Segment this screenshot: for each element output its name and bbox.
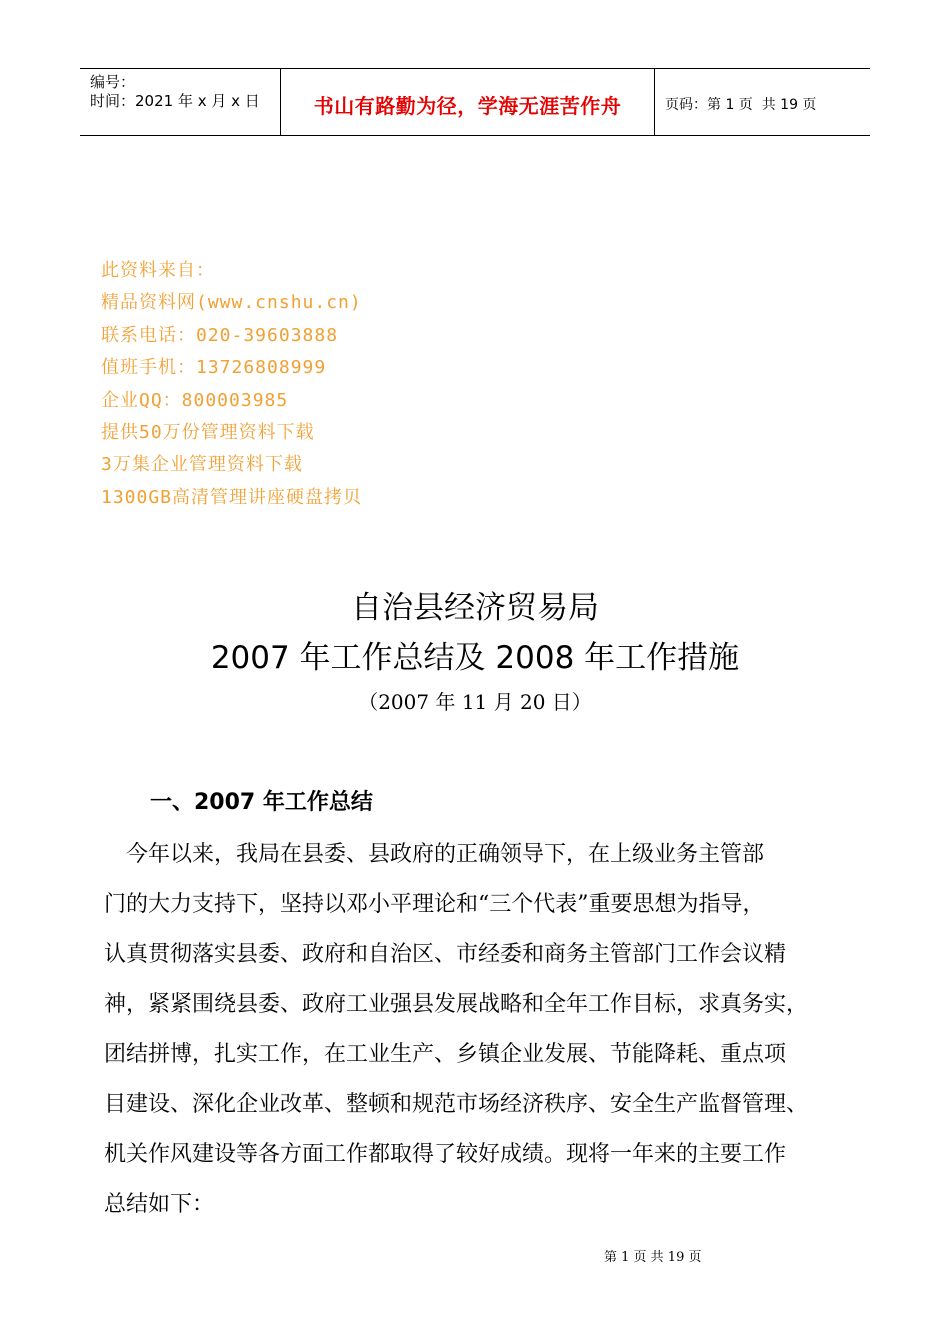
body-line: 门的大力支持下，坚持以邓小平理论和“三个代表”重要思想为指导， — [104, 892, 765, 917]
header-meta — [80, 69, 281, 135]
body-line: 机关作风建设等各方面工作都取得了较好成绩。现将一年来的主要工作 — [104, 1142, 787, 1167]
page-header — [80, 68, 870, 136]
body-line: 认真贯彻落实县委、政府和自治区、市经委和商务主管部门工作会议精 — [104, 942, 787, 967]
doc-date: （2007 年 11 月 20 日） — [358, 690, 592, 714]
ad-line: 值班手机：13726808999 — [101, 357, 327, 379]
page-info-text: 页码：第 1 页 共 19 页 — [665, 97, 817, 113]
doc-title-line1: 自治县经济贸易局 — [351, 590, 599, 626]
body-line: 总结如下： — [104, 1192, 215, 1217]
body-line: 神，紧紧围绕县委、政府工业强县发展战略和全年工作目标，求真务实， — [104, 992, 809, 1017]
ad-line: 精品资料网(www.cnshu.cn) — [101, 292, 362, 314]
body-line: 团结拼博，扎实工作，在工业生产、乡镇企业发展、节能降耗、重点项 — [104, 1042, 787, 1067]
body-line: 目建设、深化企业改革、整顿和规范市场经济秩序、安全生产监督管理、 — [104, 1092, 809, 1117]
ad-line: 3万集企业管理资料下载 — [101, 454, 303, 476]
section-heading: 一、2007 年工作总结 — [150, 790, 373, 815]
ad-line: 此资料来自： — [101, 260, 215, 281]
body-line: 今年以来，我局在县委、县政府的正确领导下，在上级业务主管部 — [104, 842, 765, 867]
ad-line: 企业QQ：800003985 — [101, 389, 289, 411]
doc-title-line2: 2007 年工作总结及 2008 年工作措施 — [210, 640, 740, 676]
ad-line: 提供50万份管理资料下载 — [101, 422, 315, 444]
header-page-info — [655, 69, 870, 135]
body-paragraph — [104, 830, 864, 1230]
ad-line: 联系电话：020-39603888 — [101, 324, 339, 346]
ad-line: 1300GB高清管理讲座硬盘拷贝 — [101, 486, 363, 508]
source-advert — [101, 255, 362, 514]
header-motto: 书山有路勤为径，学海无涯苦作舟 — [281, 69, 655, 135]
number-label: 编号： — [90, 73, 136, 91]
page-footer: 第 1 页 共 19 页 — [604, 1250, 702, 1265]
time-label: 时间：2021 年 x 月 x 日 — [90, 92, 260, 110]
